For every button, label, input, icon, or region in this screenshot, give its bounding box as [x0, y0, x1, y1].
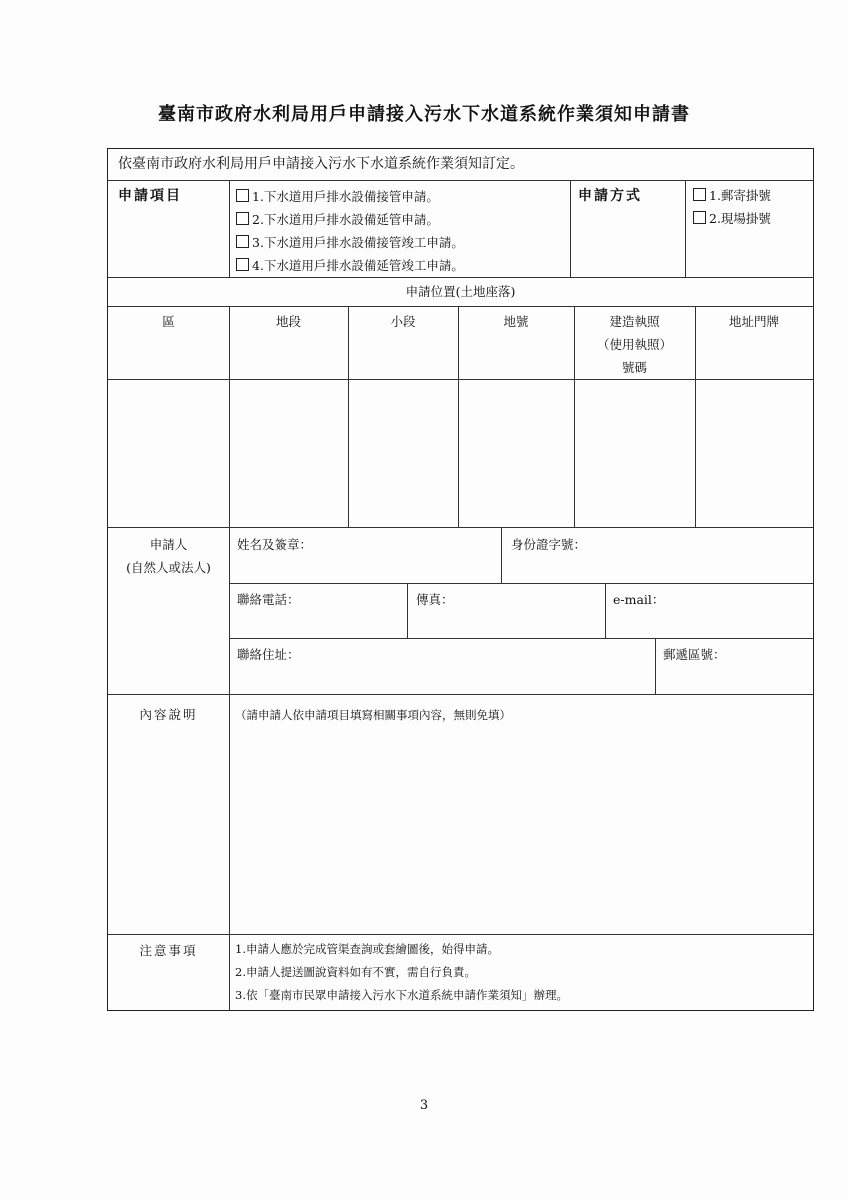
method-option-mail[interactable]	[693, 186, 771, 206]
divider	[229, 180, 230, 277]
divider	[229, 934, 230, 1010]
checkbox[interactable]	[693, 211, 706, 224]
form-intro: 依臺南市政府水利局用戶申請接入污水下水道系統作業須知訂定。	[118, 156, 524, 172]
option-label: 3.下水道用戶排水設備接管竣工申請。	[252, 235, 464, 250]
application-item-2[interactable]	[236, 210, 439, 230]
checkbox[interactable]	[236, 235, 249, 248]
divider	[655, 638, 656, 694]
divider	[108, 934, 813, 935]
column-lot-number: 地號	[503, 314, 529, 329]
phone-field[interactable]: 聯絡電話：	[237, 592, 300, 607]
column-permit-line2: （使用執照）	[596, 337, 672, 352]
name-signature-field[interactable]: 姓名及簽章：	[237, 537, 313, 552]
applicant-label-line2: (自然人或法人)	[126, 560, 211, 575]
method-option-onsite[interactable]	[693, 209, 771, 229]
email-field[interactable]: e-mail：	[613, 592, 665, 607]
divider	[229, 306, 230, 527]
divider	[695, 306, 696, 527]
postal-code-field[interactable]: 郵遞區號：	[663, 647, 726, 662]
divider	[108, 694, 813, 695]
divider	[570, 180, 571, 277]
checkbox[interactable]	[236, 212, 249, 225]
content-label: 內容說明	[139, 707, 198, 722]
id-number-field[interactable]: 身份證字號：	[511, 537, 587, 552]
application-items-label: 申請項目	[118, 188, 182, 204]
divider	[108, 527, 813, 528]
column-subsection: 小段	[390, 314, 416, 329]
divider	[108, 180, 813, 181]
column-address: 地址門牌	[728, 314, 779, 329]
location-header: 申請位置(土地座落)	[405, 284, 516, 299]
applicant-label-line1: 申請人	[149, 537, 188, 552]
column-permit-line3: 號碼	[621, 360, 647, 375]
divider	[348, 306, 349, 527]
note-item-1: 1.申請人應於完成管渠查詢或套繪圖後，始得申請。	[235, 942, 499, 956]
divider	[229, 694, 230, 934]
note-item-2: 2.申請人提送圖說資料如有不實，需自行負責。	[235, 965, 476, 979]
divider	[108, 379, 813, 380]
application-form	[107, 148, 814, 1011]
option-label: 4.下水道用戶排水設備延管竣工申請。	[252, 258, 464, 273]
application-item-1[interactable]	[236, 187, 439, 207]
checkbox[interactable]	[236, 258, 249, 271]
divider	[229, 527, 230, 694]
divider	[501, 527, 502, 583]
notes-label: 注意事項	[139, 943, 198, 958]
option-label: 1.下水道用戶排水設備接管申請。	[252, 189, 439, 204]
divider	[685, 180, 686, 277]
column-district: 區	[162, 314, 175, 329]
column-permit-line1: 建造執照	[609, 314, 660, 329]
column-land-section: 地段	[275, 314, 301, 329]
content-hint: （請申請人依申請項目填寫相關事項內容，無則免填）	[235, 708, 511, 722]
checkbox[interactable]	[693, 188, 706, 201]
option-label: 2.下水道用戶排水設備延管申請。	[252, 212, 439, 227]
option-label: 2.現場掛號	[709, 211, 771, 226]
divider	[605, 583, 606, 638]
address-field[interactable]: 聯絡住址：	[237, 647, 300, 662]
divider	[108, 306, 813, 307]
divider	[229, 638, 813, 639]
checkbox[interactable]	[236, 189, 249, 202]
fax-field[interactable]: 傳真：	[416, 592, 454, 607]
application-item-4[interactable]	[236, 256, 464, 276]
divider	[229, 583, 813, 584]
application-method-label: 申請方式	[578, 188, 642, 204]
application-item-3[interactable]	[236, 233, 464, 253]
divider	[458, 306, 459, 527]
document-title: 臺南市政府水利局用戶申請接入污水下水道系統作業須知申請書	[158, 104, 690, 125]
page-number: 3	[419, 1098, 429, 1113]
note-item-3: 3.依「臺南市民眾申請接入污水下水道系統申請作業須知」辦理。	[235, 988, 568, 1002]
divider	[407, 583, 408, 638]
option-label: 1.郵寄掛號	[709, 188, 771, 203]
divider	[108, 277, 813, 278]
